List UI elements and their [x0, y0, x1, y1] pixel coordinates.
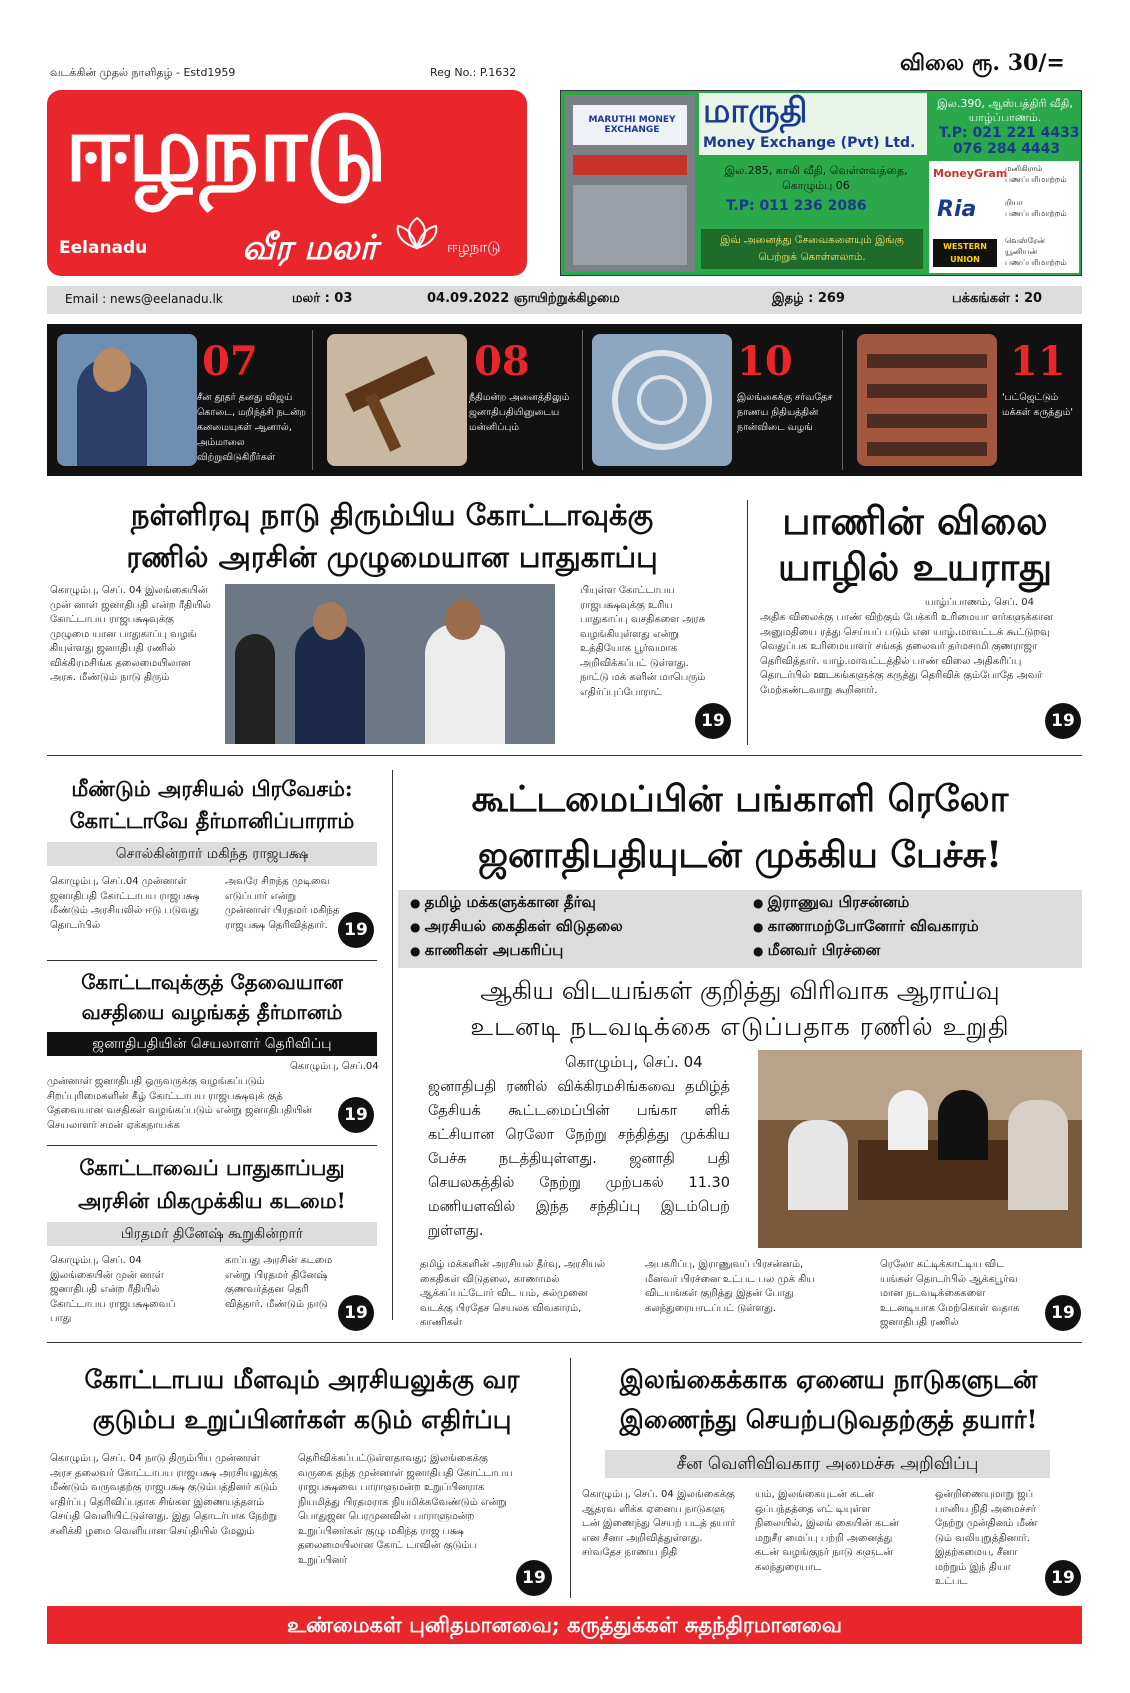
bottom-left-column-2: தெரிவிக்கப்பட்டுள்ளதாவது; இலங்கைக்கு வருகை தந்த முன்னாள் ஜனாதிபதி கோட்டாபய ராஜபக்ஷவை பாராளுமன்ற உறுப்பினராக நியமித்து பிரதமராக நியமிக்கவேண்டும் என்று பொதுஜன பெரமுனவின் பாராளுமன்ற உறுப்பினர்கள் குழு மகிந்த ராஜ பக்ஷ தலைமையிலான கோட் டாவின் குடும்ப உறுப்பினர் — [298, 1453, 513, 1566]
teaser-3-text[interactable]: இலங்கைக்கு சர்வதேச நாணய நிதியத்தின் நான்விடை வழங் — [737, 392, 833, 433]
malar-number: மலர் : 03 — [292, 291, 353, 306]
masthead-logo — [47, 90, 527, 276]
left2-headline-line1: கோட்டாவுக்குத் தேவையான — [81, 970, 343, 994]
logo-subtitle: வீர மலர் — [242, 228, 378, 268]
logo-title: ஈழநாடு — [65, 94, 386, 202]
section-rule — [47, 755, 1082, 756]
main-headline-line2: ஜனாதிபதியுடன் முக்கிய பேச்சு! — [478, 834, 1002, 876]
bullet-left-1: ● தமிழ் மக்களுக்கான தீர்வு — [410, 893, 596, 913]
teaser-photo-3 — [592, 334, 732, 466]
teaser-4-page[interactable]: 11 — [1010, 338, 1066, 385]
bottom-left-headline-line1: கோட்டாபய மீளவும் அரசியலுக்கு வர — [84, 1365, 520, 1394]
left3-headline-line1: கோட்டாவைப் பாதுகாப்பது — [79, 1155, 345, 1180]
column-divider-3 — [570, 1358, 571, 1598]
teaser-strip — [47, 324, 1082, 476]
registration-number: Reg No.: P.1632 — [430, 66, 517, 79]
bottom-right-column-3: ஒன்றிணையுமாறு ஜப் பானிய நிதி அமைச்சர் நேற்று முன்தினம் மீண் டும் வலியுறுத்தினார். இதற்கமைய, சீனா மற்றும் இந் தியா உட்பட — [935, 1489, 1038, 1587]
footer-slogan: உண்மைகள் புனிதமானவை; கருத்துக்கள் சுதந்திரமானவை — [47, 1606, 1082, 1644]
left1-headline-line1: மீண்டும் அரசியல் பிரவேசம்: — [71, 776, 353, 801]
column-divider-2 — [392, 770, 393, 1320]
lead-column-1: கொழும்பு, செப். 04 இலங்கையின் முன் னாள் ஜனாதிபதி என்ற ரீதியில் கோட்டாபய ராஜபக்ஷவுக்கு முழுமை யான பாதுகாப்பு வழங் கியுள்ளது ஜனாதிபதி ரணில் விக்கிரமசிங்க தலைமையிலான அரசு. மீண்டும் நாடு திரும் — [50, 585, 211, 683]
lead-headline-line1: நள்ளிரவு நாடு திரும்பிய கோட்டாவுக்கு — [130, 498, 654, 532]
section-rule-2 — [47, 1342, 1082, 1343]
lotus-icon — [392, 216, 442, 250]
left3-kicker: பிரதமர் தினேஷ் கூறுகின்றார் — [47, 1222, 377, 1246]
bread-dateline: யாழ்ப்பாணம், செப். 04 — [925, 597, 1034, 608]
bottom-right-column-2: யம், இலங்கையுடன் கடன் ஒப்பந்தத்தை எட் டியுள்ள நிலையில், இலங் கையின் கடன் மறுசீர மைப்பு பற்றி அனைத்து கடன் வழங்குநர் நாடு களுடன் கலந்துரையாட — [755, 1489, 899, 1573]
masthead-tagline: வடக்கின் முதல் நாளிதழ் - Estd1959 — [50, 66, 236, 79]
main-bullets-box — [398, 890, 1082, 968]
ad-address-colombo: இல.285, காலி வீதி, வெள்ளவத்தை, கொழும்பு 06 — [724, 164, 908, 192]
column-divider — [747, 500, 748, 745]
moneygram-note: மனிகிராம் பணப்பரிமாற்றம் — [1005, 164, 1067, 184]
logo-latin: Eelanadu — [59, 238, 148, 258]
main-column-1: தமிழ் மக்களின் அரசியல் தீர்வு, அரசியல் கைதிகள் விடுதலை, காணாமல் ஆக்கப்பட்டோர் விட யம், கல்முனை வடக்கு பிரதேச செயலக விவகாரம், காணிகள் — [420, 1259, 606, 1328]
main-lead-text: ஜனாதிபதி ரணில் விக்கிரமசிங்கவை தமிழ்த் தேசியக் கூட்டமைப்பின் பங்கா ளிக் கட்சியான ரெலோ நேற்று சந்தித்து முக்கிய பேச்சு நடத்தியுள்ளது. ஜனாதி பதி செயலகத்தில் நேற்று முற்பகல் 11.30 மணியளவில் இந்த சந்திப்பு இடம்பெற் றுள்ளது. — [428, 1079, 730, 1239]
lead-headline-line2: ரணில் அரசின் முழுமையான பாதுகாப்பு — [126, 540, 658, 574]
teaser-2-text[interactable]: நீதிமன்ற அனைத்திலும் ஜனாதிபதியினுடைய மன்னிப்பும் — [469, 392, 570, 433]
lead-column-2: பியுள்ள கோட்டாபய ராஜபக்ஷவுக்கு உரிய பாதுகாப்பு வசதிகளை அரசு வழங்கியுள்ளது என்று உத்தியோக பூர்வமாக அறிவிக்கப்பட் டுள்ளது. நாட்டு மக் களின் மாபெரும் எதிர்ப்புப்போராட் — [580, 585, 706, 698]
bread-headline-line1: பாணின் விலை — [782, 498, 1048, 543]
main-subhead-1: ஆகிய விடயங்கள் குறித்து விரிவாக ஆராய்வு — [480, 976, 1000, 1005]
ad-services-note: இவ் அனைத்து சேவைகளையும் இங்கு பெற்றுக் கொள்ளலாம். — [701, 229, 923, 269]
bullet-right-2: ● காணாமற்போனோர் விவகாரம் — [753, 917, 979, 937]
lead-jump-badge[interactable]: 19 — [695, 703, 731, 739]
bullet-right-1: ● இராணுவ பிரசன்னம் — [753, 893, 909, 913]
bullet-right-3: ● மீனவர் பிரச்னை — [753, 941, 880, 961]
left3-column-1: கொழும்பு, செப். 04 இலங்கையின் முன் னாள் ஜனாதிபதி என்ற ரீதியில் கோட்டாபய ராஜபக்ஷவைப் பாது — [50, 1255, 176, 1324]
ad-brand-tamil: மாருதி — [703, 91, 808, 131]
bottom-right-headline-line2: இணைந்து செயற்படுவதற்குத் தயார்! — [619, 1405, 1038, 1434]
bread-headline-line2: யாழில் உயராது — [777, 544, 1053, 589]
left2-jump-badge[interactable]: 19 — [338, 1097, 374, 1133]
maruthi-advertisement — [560, 90, 1082, 276]
left1-column-2: அவரே சிறந்த முடிவை எடுப்பார் என்று முன்னாள் பிரதமர் மகிந்த ராஜபக்ஷ தெரிவித்தார். — [225, 876, 340, 931]
teaser-1-page[interactable]: 07 — [202, 338, 258, 385]
left3-column-2: காப்பது அரசின் கடமை என்று பிரதமர் தினேஷ் குணவர்த்தன தெரி வித்தார். மீண்டும் நாடு — [225, 1255, 333, 1310]
left1-column-1: கொழும்பு, செப்.04 முன்னாள் ஜனாதிபதி கோட்டாபய ராஜபக்ஷ மீண்டும் அரசியலில் ஈடு படுவது தொடர்பில் — [50, 876, 200, 931]
teaser-photo-1 — [57, 334, 197, 466]
ad-mobile-jaffna: 076 284 4443 — [953, 141, 1061, 157]
western-union-logo: WESTERN UNION — [933, 239, 997, 267]
main-photo — [758, 1050, 1082, 1248]
main-subhead-2: உடனடி நடவடிக்கை எடுப்பதாக ரணில் உறுதி — [470, 1012, 1010, 1041]
ria-note: றியா பணப்பரிமாற்றம் — [1005, 198, 1067, 218]
issue-number: இதழ் : 269 — [772, 291, 845, 306]
ad-phone-jaffna: T.P: 021 221 4433 — [939, 125, 1080, 141]
main-column-2: அபகரிப்பு, இராணுவப் பிரசன்னம், மீனவர் பிரச்னை உட்பட பல முக் கிய விடயங்கள் குறித்து இதன் போது கலந்துரையாடப்பட் டுள்ளது. — [645, 1259, 815, 1314]
teaser-2-page[interactable]: 08 — [474, 338, 530, 385]
lead-photo — [225, 584, 555, 744]
teaser-1-text[interactable]: சீன தூதர் தனது விஜய் கொடை, மறிந்த்சி நடன்ற கனமையுகள் ஆனால், அம்மாலை விற்றுவிடுகிறீர்கள் — [197, 392, 306, 463]
left2-body: முன்னாள் ஜனாதிபதி ஒருவருக்கு வழங்கப்படும் சிறப்புரிமைகளின் கீழ் கோட்டாபய ராஜபக்ஷவுக் குத் தேவையான வசதிகள் வழங்கப்படும் என்று ஜனாதிபதியின் செயலாளர் சமன் ஏக்கநாயக்க — [47, 1076, 313, 1131]
bread-body: அதிக விலைக்கு பாண் விற்கும் பேக்கரி உரிமையா ளர்களுக்கான அனுமதியை ரத்து செய்யப் படும் என யாழ்.மாவட்டக் கூட்டுறவு வெதுப்பக உரிமையாளர் சங்கத் தலைவர் தர்மசாமி குணராஜா தெரிவித்தார். யாழ்.மாவட்டத்தில் பாண் விலை அதிகரிப்பு தொடர்பில் ஊடகங்களுக்கு கருத்து தெரிவிக் கும்போதே அவர் மேற்கண்டவாறு கூறினார். — [760, 612, 1053, 696]
bullet-left-2: ● அரசியல் கைதிகள் விடுதலை — [410, 917, 623, 937]
left2-headline-line2: வசதியை வழங்கத் தீர்மானம் — [81, 1000, 343, 1024]
ad-brand-english: Money Exchange (Pvt) Ltd. — [703, 135, 916, 151]
left-rule-2 — [47, 1145, 377, 1146]
contact-email: Email : news@eelanadu.lk — [65, 292, 223, 306]
bottom-right-headline-line1: இலங்கைக்காக ஏனைய நாடுகளுடன் — [619, 1365, 1038, 1394]
main-dateline: கொழும்பு, செப். 04 — [565, 1053, 703, 1071]
issue-date: 04.09.2022 ஞாயிற்றுக்கிழமை — [427, 291, 620, 306]
ad-shopfront-photo — [565, 95, 695, 272]
bullet-left-3: ● காணிகள் அபகரிப்பு — [410, 941, 563, 961]
left1-kicker: சொல்கின்றார் மகிந்த ராஜபக்ஷ — [47, 842, 377, 866]
left1-jump-badge[interactable]: 19 — [338, 912, 374, 948]
main-headline-line1: கூட்டமைப்பின் பங்காளி ரெலோ — [471, 778, 1009, 820]
left2-dateline: கொழும்பு, செப்.04 — [290, 1061, 379, 1072]
left2-kicker: ஜனாதிபதியின் செயலாளர் தெரிவிப்பு — [47, 1032, 377, 1056]
bottom-right-column-1: கொழும்பு, செப். 04 இலங்கைக்கு ஆதரவ ளிக்க ஏனைய நாடுகளு டன் இணைந்து செயற் படத் தயார் என சீனா அறிவித்துள்ளது. சர்வதேச நாணய நிதி — [582, 1489, 736, 1558]
bottom-left-headline-line2: குடும்ப உறுப்பினர்கள் கடும் எதிர்ப்பு — [92, 1405, 512, 1434]
bottom-left-column-1: கொழும்பு, செப். 04 நாடு திரும்பிய முன்னாள் அரச தலைவர் கோட்டாபய ராஜபக்ஷ அரசியலுக்கு மீண்டும் வருவதற்கு ராஜபக்ஷ குடும்பத்தினர் கடும் எதிர்ப்பு தெரிவிப்பதாக சிங்கள இணையத்தளம் செய்தி வெளியிட்டுள்ளது. இது தொடர்பாக நேற்று சனிக்கி ழமை வெளியான செய்தியில் மேலும் — [50, 1453, 278, 1537]
bottom-left-jump-badge[interactable]: 19 — [516, 1560, 552, 1596]
issue-info-bar — [47, 286, 1082, 314]
left-rule-1 — [47, 960, 377, 961]
teaser-4-text[interactable]: 'பட்ஜெட்டும் மக்கள் கருத்தும்' — [1002, 392, 1073, 418]
teaser-photo-2 — [327, 334, 467, 466]
main-column-3: ரெலோ கட்டிக்காட்டிய விட யங்கள் தொடர்பில் ஆக்கபூர்வ மான நடவடிக்கைகளை உடனடியாக மேற்கொள் வதாக ஜனாதிபதி ரணில் — [880, 1259, 1020, 1328]
left3-headline-line2: அரசின் மிகமுக்கிய கடமை! — [78, 1188, 346, 1213]
bottom-right-kicker: சீன வெளிவிவகார அமைச்சு அறிவிப்பு — [605, 1450, 1050, 1478]
ad-address-jaffna: இல.390, ஆஸ்பத்திரி வீதி, யாழ்ப்பாணம். — [937, 97, 1073, 124]
page-count: பக்கங்கள் : 20 — [952, 291, 1043, 306]
western-union-note: வெஸ்ரேன் யூனியன் பணப்பரிமாற்றம் — [1005, 236, 1067, 267]
main-jump-badge[interactable]: 19 — [1045, 1295, 1081, 1331]
teaser-photo-4 — [857, 334, 997, 466]
ria-logo: Ria — [937, 197, 977, 222]
left3-jump-badge[interactable]: 19 — [338, 1295, 374, 1331]
left1-headline-line2: கோட்டாவே தீர்மானிப்பாராம் — [69, 808, 355, 833]
moneygram-logo: MoneyGram — [933, 167, 1008, 180]
price: விலை ரூ. 30/= — [900, 50, 1065, 76]
logo-small: ஈழநாடு — [447, 238, 501, 256]
bread-jump-badge[interactable]: 19 — [1045, 703, 1081, 739]
ad-shop-sign: MARUTHI MONEY EXCHANGE — [588, 115, 676, 135]
teaser-3-page[interactable]: 10 — [737, 338, 793, 385]
bottom-right-jump-badge[interactable]: 19 — [1045, 1560, 1081, 1596]
ad-phone-colombo: T.P: 011 236 2086 — [726, 198, 867, 214]
